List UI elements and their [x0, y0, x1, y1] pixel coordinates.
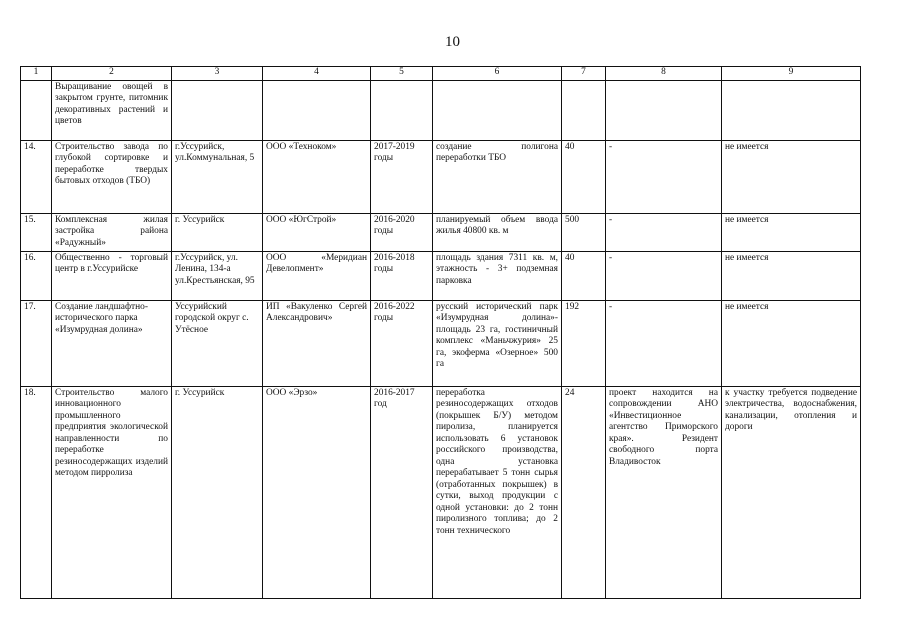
- project-status: -: [606, 252, 722, 301]
- project-period: 2016-2020 годы: [371, 214, 433, 252]
- project-location: г. Уссурийск: [172, 387, 263, 599]
- project-investor: ООО «Эрзо»: [263, 387, 371, 599]
- project-jobs: 192: [562, 301, 606, 387]
- project-jobs: 500: [562, 214, 606, 252]
- column-header: 2: [52, 67, 172, 81]
- project-status: -: [606, 141, 722, 214]
- project-location: г. Уссурийск: [172, 214, 263, 252]
- page-number: 10: [445, 34, 460, 50]
- project-name: Создание ландшафтно-исторического парка «Изумрудная долина»: [52, 301, 172, 387]
- project-jobs: 40: [562, 141, 606, 214]
- project-period: 2016-2022 годы: [371, 301, 433, 387]
- row-number: 16.: [21, 252, 52, 301]
- column-number-row: [21, 67, 861, 81]
- project-infrastructure: к участку требуется подведение электричества, водоснабжения, канализации, отопления и дороги: [722, 387, 861, 599]
- project-description: русский исторический парк «Изумрудная долина»- площадь 23 га, гостиничный комплекс «Маньчжурия» 25 га, экоферма «Озерное» 500 га: [433, 301, 562, 387]
- project-investor: ИП «Вакуленко Сергей Александрович»: [263, 301, 371, 387]
- table-row: [21, 252, 861, 301]
- project-location: г.Уссурийск, ул. Ленина, 134-а ул.Крестьянская, 95: [172, 252, 263, 301]
- project-infrastructure: [722, 81, 861, 141]
- row-number: [21, 81, 52, 141]
- column-header: 1: [21, 67, 52, 81]
- table-row: [21, 214, 861, 252]
- column-header: 4: [263, 67, 371, 81]
- project-period: 2016-2017 год: [371, 387, 433, 599]
- column-header: 6: [433, 67, 562, 81]
- column-header: 7: [562, 67, 606, 81]
- project-investor: ООО «ЮгСтрой»: [263, 214, 371, 252]
- project-status: проект находится на сопровождении АНО «Инвестиционное агентство Приморского края». Резидент свободного порта Владивосток: [606, 387, 722, 599]
- column-header: 9: [722, 67, 861, 81]
- row-number: 15.: [21, 214, 52, 252]
- project-description: планируемый объем ввода жилья 40800 кв. м: [433, 214, 562, 252]
- project-infrastructure: не имеется: [722, 301, 861, 387]
- column-header: 5: [371, 67, 433, 81]
- project-jobs: 40: [562, 252, 606, 301]
- project-investor: ООО «Меридиан Девелопмент»: [263, 252, 371, 301]
- project-period: 2016-2018 годы: [371, 252, 433, 301]
- project-status: [606, 81, 722, 141]
- project-description: [433, 81, 562, 141]
- column-header: 3: [172, 67, 263, 81]
- project-name: Строительство завода по глубокой сортировке и переработке твердых бытовых отходов (ТБО): [52, 141, 172, 214]
- project-location: Уссурийский городской округ с. Утёсное: [172, 301, 263, 387]
- project-name: Комплексная жилая застройка района «Радужный»: [52, 214, 172, 252]
- project-location: [172, 81, 263, 141]
- table-row: [21, 387, 861, 599]
- project-period: [371, 81, 433, 141]
- project-name: Общественно - торговый центр в г.Уссурийске: [52, 252, 172, 301]
- project-infrastructure: не имеется: [722, 214, 861, 252]
- project-infrastructure: не имеется: [722, 252, 861, 301]
- project-location: г.Уссурийск, ул.Коммунальная, 5: [172, 141, 263, 214]
- project-infrastructure: не имеется: [722, 141, 861, 214]
- project-description: создание полигона переработки ТБО: [433, 141, 562, 214]
- investment-projects-table: [20, 66, 861, 599]
- project-name: Строительство малого инновационного промышленного предприятия экологической направленности по переработке резиносодержащих изделий методом пирролиза: [52, 387, 172, 599]
- row-number: 17.: [21, 301, 52, 387]
- row-number: 18.: [21, 387, 52, 599]
- project-status: -: [606, 301, 722, 387]
- column-header: 8: [606, 67, 722, 81]
- table-row: [21, 141, 861, 214]
- project-investor: [263, 81, 371, 141]
- project-jobs: 24: [562, 387, 606, 599]
- project-status: -: [606, 214, 722, 252]
- row-number: 14.: [21, 141, 52, 214]
- project-name: Выращивание овощей в закрытом грунте, питомник декоративных растений и цветов: [52, 81, 172, 141]
- table-row: [21, 301, 861, 387]
- project-description: переработка резиносодержащих отходов (покрышек Б/У) методом пиролиза, планируется использовать 6 установок российского производства, одна установка перерабатывает 5 тонн сырья (отработанных покрышек) в сутки, выход продукции с одной установки: до 2 тонн пиролизного топлива; до 2 тонн технического: [433, 387, 562, 599]
- project-period: 2017-2019 годы: [371, 141, 433, 214]
- table-row: [21, 81, 861, 141]
- project-investor: ООО «Техноком»: [263, 141, 371, 214]
- project-jobs: [562, 81, 606, 141]
- project-description: площадь здания 7311 кв. м, этажность - 3+ подземная парковка: [433, 252, 562, 301]
